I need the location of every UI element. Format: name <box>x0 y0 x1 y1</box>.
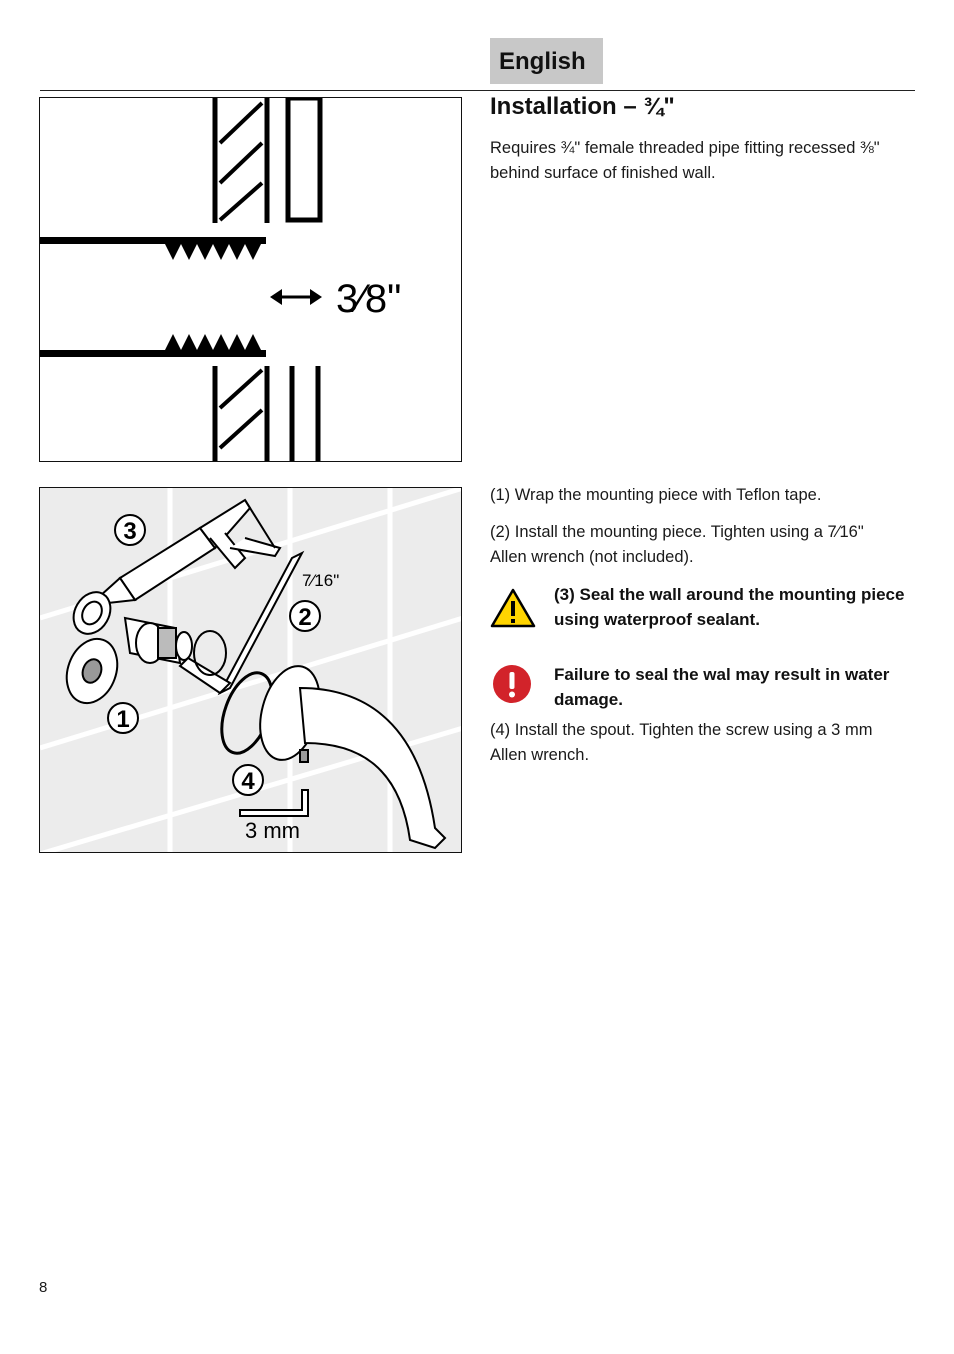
step-4-text: (4) Install the spout. Tighten the screw using a 3 mm Allen wrench. <box>490 721 873 764</box>
section-title: Installation – ¾" <box>490 93 675 120</box>
wrench-size-label: 7⁄16" <box>302 571 340 590</box>
wall-recess-diagram <box>39 97 462 462</box>
header-rule <box>40 90 915 91</box>
allen-size-label: 3 mm <box>245 818 300 843</box>
callout-1: 1 <box>116 706 130 733</box>
installation-diagram <box>39 487 462 853</box>
warning-triangle-icon <box>490 588 536 633</box>
callout-4: 4 <box>241 768 255 795</box>
step-2-text: (2) Install the mounting piece. Tighten using a 7⁄16" Allen wrench (not included). <box>490 523 864 566</box>
page-number: 8 <box>39 1279 48 1296</box>
callout-3: 3 <box>123 518 137 545</box>
exclamation-circle-icon <box>492 664 532 709</box>
callout-2: 2 <box>298 604 312 631</box>
caution-text: Failure to seal the wal may result in water damage. <box>554 665 890 709</box>
recess-dimension-label: 3⁄8" <box>336 277 402 321</box>
step-1-text: (1) Wrap the mounting piece with Teflon tape. <box>490 486 822 504</box>
language-tab: English <box>490 38 603 84</box>
warning-text: (3) Seal the wall around the mounting piece using waterproof sealant. <box>554 585 905 629</box>
intro-text: Requires ¾" female threaded pipe fitting recessed ⅜" behind surface of finished wall. <box>490 139 880 182</box>
